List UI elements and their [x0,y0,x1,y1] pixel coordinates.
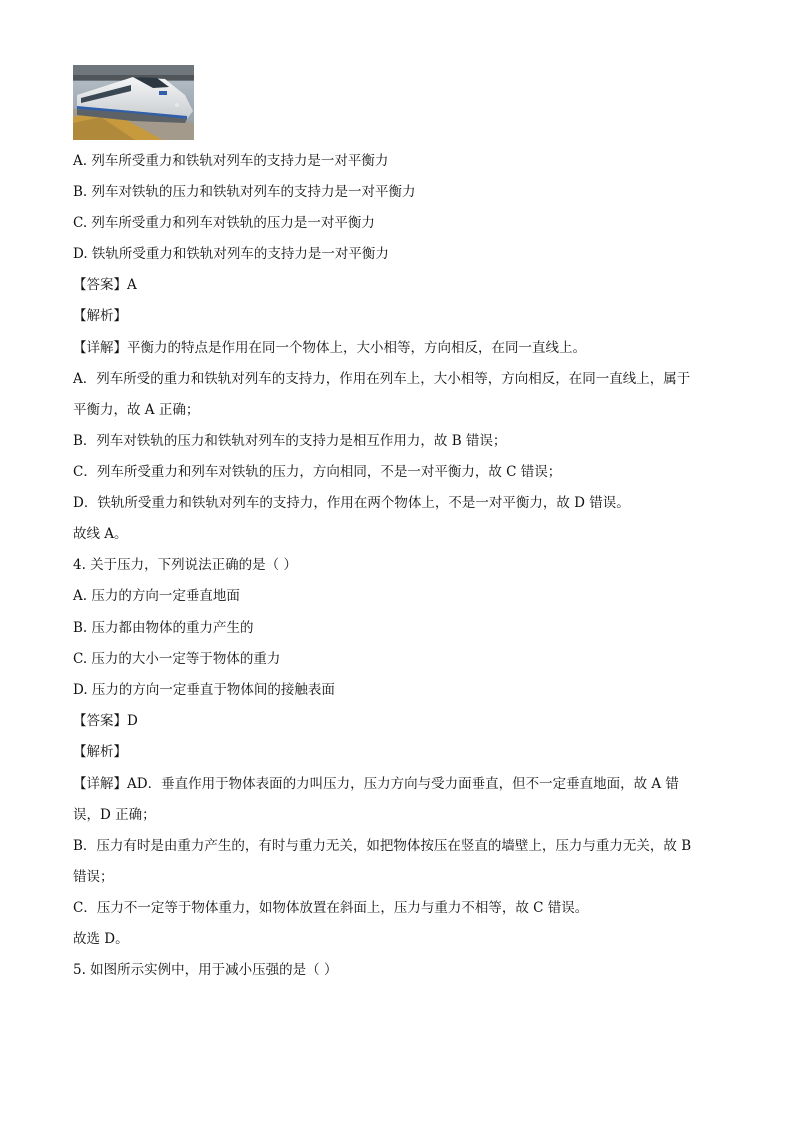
q5-question: 5. 如图所示实例中，用于减小压强的是（ ） [73,962,338,978]
q4-conclusion: 故选 D。 [73,931,129,947]
q3-detail-line: A．列车所受的重力和铁轨对列车的支持力，作用在列车上，大小相等，方向相反，在同一直线上，属于 [73,371,691,387]
q3-option-d: D. 铁轨所受重力和铁轨对列车的支持力是一对平衡力 [73,246,389,262]
high-speed-train-image [73,65,194,140]
q3-detail-line: 【详解】平衡力的特点是作用在同一个物体上，大小相等，方向相反，在同一直线上。 [73,340,586,356]
q4-answer: 【答案】D [73,713,138,729]
q3-detail-line: 平衡力，故 A 正确； [73,402,200,418]
q4-detail-line: B．压力有时是由重力产生的，有时与重力无关，如把物体按压在竖直的墙壁上，压力与重力无关，故 B [73,838,692,854]
q3-detail-line: C．列车所受重力和列车对铁轨的压力，方向相同，不是一对平衡力，故 C 错误； [73,464,562,480]
q4-option-a: A. 压力的方向一定垂直地面 [73,588,240,604]
q4-detail-line: C．压力不一定等于物体重力，如物体放置在斜面上，压力与重力不相等，故 C 错误。 [73,900,589,916]
q4-option-b: B. 压力都由物体的重力产生的 [73,620,254,636]
q4-detail-line: 【详解】AD．垂直作用于物体表面的力叫压力，压力方向与受力面垂直，但不一定垂直地面，故 A 错 [73,776,679,792]
q4-detail-line: 错误； [73,869,114,885]
q3-option-c: C. 列车所受重力和列车对铁轨的压力是一对平衡力 [73,215,375,231]
q4-option-d: D. 压力的方向一定垂直于物体间的接触表面 [73,682,335,698]
q4-question: 4. 关于压力，下列说法正确的是（ ） [73,557,297,573]
q4-analysis-heading: 【解析】 [73,744,127,760]
q3-option-a: A. 列车所受重力和铁轨对列车的支持力是一对平衡力 [73,153,389,169]
q3-conclusion: 故线 A。 [73,526,128,542]
q3-detail-line: B．列车对铁轨的压力和铁轨对列车的支持力是相互作用力，故 B 错误； [73,433,507,449]
q4-option-c: C. 压力的大小一定等于物体的重力 [73,651,281,667]
q3-analysis-heading: 【解析】 [73,308,127,324]
q3-option-b: B. 列车对铁轨的压力和铁轨对列车的支持力是一对平衡力 [73,184,416,200]
q3-detail-line: D．铁轨所受重力和铁轨对列车的支持力，作用在两个物体上，不是一对平衡力，故 D 错误。 [73,495,630,511]
q4-detail-line: 误，D 正确； [73,807,156,823]
q3-answer: 【答案】A [73,277,137,293]
train-photo [73,65,194,140]
